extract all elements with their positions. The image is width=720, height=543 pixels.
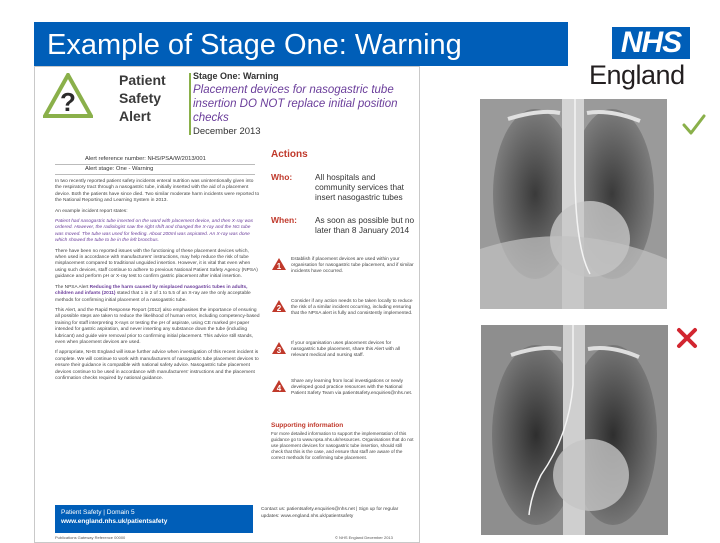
slide-title: Example of Stage One: Warning (47, 29, 462, 61)
alert-date: December 2013 (193, 126, 261, 137)
supporting-info-heading: Supporting information (271, 422, 344, 429)
who-label: Who: (271, 172, 293, 182)
footer-gateway-ref: Publications Gateway Reference 00000 (55, 535, 126, 540)
cross-icon (676, 327, 698, 349)
warning-triangle-icon (43, 73, 93, 118)
xray-image-misplaced (481, 325, 668, 535)
supporting-info-text: For more detailed information to support the implementation of this guidance go to www.npsa.nhs.uk/resources. Organisations that do not use placement devices for nasogastric tube insertion, should still check that this is the case, and ensure that staff are aware of the correct methods for confirming tube placement. (271, 431, 414, 460)
when-label: When: (271, 215, 297, 225)
alert-title: Placement devices for nasogastric tube insertion DO NOT replace initial position checks (193, 84, 398, 124)
action-number-icon (271, 299, 287, 313)
svg-text:?: ? (60, 87, 76, 117)
slide-title-bar (34, 22, 568, 66)
body-paragraph: There have been no reported issues with the functioning of these placement devices which, when used in accordance with manufacturers' instructions, may help reduce the risk of tube misplacement compared to traditional unguided insertion. However, it is vital that even when using such devices, staff continue to adhere to previous National Patient Safety Agency (NPSA) guidance and perform pH or X-ray test to confirm gastric placement after initial insertion. (55, 248, 258, 280)
stage-label: Stage One: Warning (193, 71, 279, 81)
example-report: Patient had nasogastric tube inserted on the ward with placement device, and then X-ray was ordered. However, the radiologist saw the right shift and changed the X-ray and the NG tube was moved. The tube was used for feeding. About 200ml was aspirated. An X-ray was done which showed the tube to be in the left bronchus. (55, 219, 254, 244)
patient-safety-alert-document: ? Patient Safety Alert Stage One: Warning Placement devices for nasogastric tube insertion DO NOT replace initial position checks December 2013 Alert reference number: NHS/PSA/W/2013/001 Alert stage: One - Warning In two recently reported patient safety incidents enteral nutrition was unintentionally given into the respiratory tract through a nasogastric tube, initially inserted with the aid of a placement device. Both the patients have since died. Two similar moderate harm incidents were reported to the National Reporting and Learning System in 2013. An example incident report states: Patient had nasogastric tube inserted on the ward with placement device, and then X-ray was ordered. However, the radiologist saw the right shift and changed the X-ray and the NG tube was moved. The tube was used for feeding. About 200ml was aspirated. An X-ray was done which showed the tube to be in the left bronchus. There have been no reported issues with the functioning of these placement devices which, when used in accordance with manufacturers' instructions, may help reduce the risk of tube misplacement compared to traditional unguided insertion. However, it is vital that even when using such devices, staff continue to adhere to previous National Patient Safety Agency (NPSA) guidance and perform pH or X-ray test to confirm gastric placement after initial insertion. The NPSA Alert Reducing the harm caused by misplaced nasogastric tubes in adults, children and infants (2011) stated that 1 in 2 of 1 to 5.5 of an X-ray are the only acceptable methods for confirming initial placement of a nasogastric tube. This Alert, and the Rapid Response Report (2012) also emphasises the importance of ensuring all possible steps are taken to reduce the likelihood of human error, including competency-based training for staff interpreting X-rays or testing the pH of aspirate, using CE marked pH paper intended for gastric aspiration, and never inserting any substance down the tube (including lubricant) and guide wire removal prior to confirming initial placement. This advice still stands, even when placement devices are used. If appropriate, NHS England will issue further advice when investigation of this recent incident is complete. We will continue to work with manufacturers of nasogastric tube placement devices to ensure their guidance is compatible with national safety advice. Nasogastric tube placement devices continue to be used in accordance with manufacturers' instructions and the placement confirmation checks required by national guidance. Actions Who: All hospitals and community services that insert nasogastric tubes When: As soon as possible but no later than 8 January 2014 1 Establish if placement devices are used within your organisation for nasogastric tube placement, and if similar incidents have occurred. 2 Consider if any action needs to be taken locally to reduce the risk of a similar incident occurring, including ensuring that the NPSA alert is fully and consistently implemented. 3 If your organisation uses placement devices for nasogastric tube placement, share this Alert with all relevant medical and nursing staff. 4 Share any learning from local investigations or newly developed good practice resources with the National Patient Safety Team via patientsafety.enquiries@nhs.net. Supporting information For more detailed information to support the implementation of this guidance go to www.npsa.nhs.uk/resources. Organisations that do not use placement devices for nasogastric tube insertion, should still check that this is the case, and ensure that staff are aware of the correct methods for confirming tube placement. Patient Safety | Domain 5 www.england.nhs.uk/patientsafety Contact us: patientsafety.enquiries@nhs.net | Sign up for regular updates: www.england.nhs.uk/patientsafety Publications Gateway Reference 00000 © NHS England December 2013 (34, 66, 420, 543)
npsa-alert-link[interactable]: Reducing the harm caused by misplaced nasogastric tubes in adults, children and infants (2011) (55, 284, 248, 297)
action-number-icon (271, 257, 287, 271)
npsa-paragraph: The NPSA Alert Reducing the harm caused by misplaced nasogastric tubes in adults, children and infants (2011) stated that 1 in 2 of 1 to 5.5 of an X-ray are the only acceptable methods for confirming initial placement of a nasogastric tube. (55, 284, 251, 303)
ref-stage: Alert stage: One - Warning (55, 165, 255, 175)
reference-box (55, 155, 255, 175)
svg-text:3: 3 (276, 346, 282, 355)
body-paragraph: An example incident report states: (55, 208, 128, 214)
footer-copyright: © NHS England December 2013 (335, 535, 393, 540)
ref-number: Alert reference number: NHS/PSA/W/2013/001 (55, 155, 255, 165)
when-text: As soon as possible but no later than 8 January 2014 (315, 215, 415, 235)
body-paragraph: This Alert, and the Rapid Response Report (2012) also emphasises the importance of ensuring all possible steps are taken to reduce the likelihood of human error, including competency-based training for staff interpreting X-rays or testing the pH of aspirate, using CE marked pH paper intended for gastric aspiration, and never inserting any substance down the tube (including lubricant) and guide wire removal prior to confirming initial placement. This advice still stands, even when placement devices are used. (55, 307, 260, 345)
action-number-icon (271, 341, 287, 355)
svg-text:1: 1 (276, 262, 282, 271)
body-paragraph: If appropriate, NHS England will issue further advice when investigation of this recent incident is complete. We will continue to work with manufacturers of nasogastric tube placement devices to ensure their guidance is compatible with national safety advice. Nasogastric tube placement devices continue to be used in accordance with manufacturers' instructions and the placement confirmation checks required by national guidance. (55, 350, 259, 381)
actions-heading: Actions (271, 149, 308, 160)
nhs-logo: NHS (612, 27, 690, 59)
action-number-icon (271, 379, 287, 393)
patient-safety-alert-heading: Patient Safety Alert (119, 72, 166, 124)
body-paragraph: In two recently reported patient safety incidents enteral nutrition was unintentionally given into the respiratory tract through a nasogastric tube, initially inserted with the aid of a placement device. Both the patients have since died. Two similar moderate harm incidents were reported to the National Reporting and Learning System in 2013. (55, 179, 260, 204)
footer-domain: Patient Safety | Domain 5 (61, 509, 135, 516)
svg-text:4: 4 (276, 384, 282, 393)
header-divider (189, 73, 191, 135)
svg-text:2: 2 (276, 304, 282, 313)
nhs-england-text: England (589, 60, 685, 90)
tick-icon (681, 113, 707, 137)
footer-contact: Contact us: patientsafety.enquiries@nhs.net | Sign up for regular updates: www.england.nhs.uk/patientsafety (261, 507, 399, 519)
xray-image-correct (480, 99, 667, 309)
alert-body-text (55, 179, 260, 386)
footer-bar (55, 505, 253, 533)
footer-url-link[interactable]: www.england.nhs.uk/patientsafety (61, 518, 168, 525)
who-text: All hospitals and community services that insert nasogastric tubes (315, 172, 404, 202)
